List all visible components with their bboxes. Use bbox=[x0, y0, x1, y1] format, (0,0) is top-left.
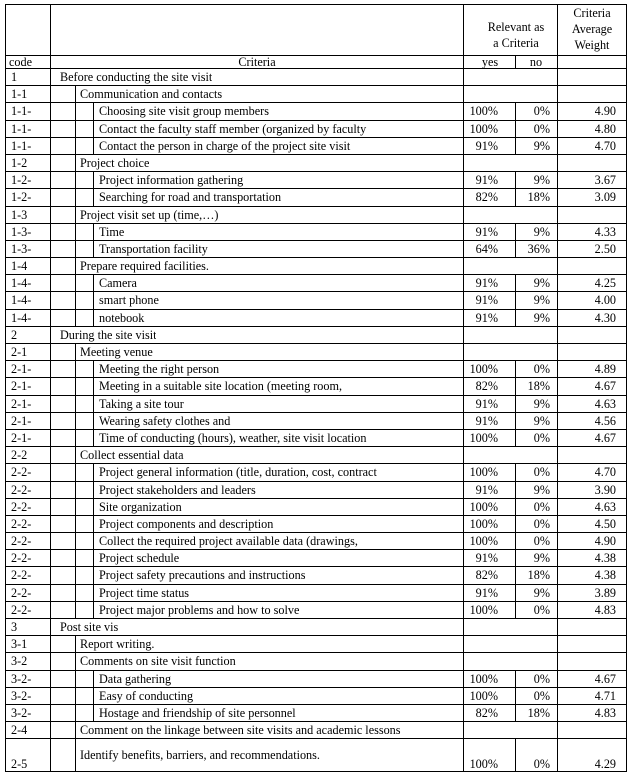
row-no-pct: 0% bbox=[533, 689, 550, 703]
row-code: 3-2- bbox=[11, 672, 32, 686]
row-code: 1-1- bbox=[11, 105, 32, 119]
row-criteria: Project visit set up (time,…) bbox=[80, 208, 219, 222]
table-row bbox=[5, 274, 627, 291]
row-criteria: Collect the required project available data (drawings, bbox=[99, 535, 358, 549]
row-avg-weight: 3.89 bbox=[594, 586, 616, 600]
table-row bbox=[5, 171, 627, 188]
row-yes-pct: 100% bbox=[469, 500, 498, 514]
row-code: 1-2 bbox=[11, 156, 28, 170]
row-no-pct: 9% bbox=[533, 277, 550, 291]
table-row bbox=[5, 377, 627, 394]
row-yes-pct: 100% bbox=[469, 105, 498, 119]
table-row bbox=[5, 429, 627, 446]
row-yes-pct: 100% bbox=[469, 517, 498, 531]
row-yes-pct: 100% bbox=[469, 122, 498, 136]
table-row bbox=[5, 601, 627, 618]
row-criteria: smart phone bbox=[99, 294, 159, 308]
row-code: 2-2- bbox=[11, 466, 32, 480]
row-avg-weight: 4.00 bbox=[594, 294, 616, 308]
row-yes-pct: 91% bbox=[475, 311, 498, 325]
table-row bbox=[5, 154, 627, 171]
table-row bbox=[5, 102, 627, 119]
row-no-pct: 9% bbox=[533, 552, 550, 566]
row-yes-pct: 91% bbox=[475, 586, 498, 600]
row-avg-weight: 4.83 bbox=[594, 603, 616, 617]
table-row bbox=[5, 721, 627, 738]
row-avg-weight: 4.33 bbox=[594, 225, 616, 239]
row-yes-pct: 100% bbox=[469, 689, 498, 703]
row-criteria: Time bbox=[99, 225, 125, 239]
row-avg-weight: 3.67 bbox=[594, 174, 616, 188]
row-yes-pct: 100% bbox=[469, 363, 498, 377]
row-yes-pct: 91% bbox=[475, 397, 498, 411]
table-header bbox=[5, 4, 627, 68]
table-row bbox=[5, 618, 627, 635]
row-code: 3 bbox=[11, 621, 18, 634]
row-yes-pct: 91% bbox=[475, 174, 498, 188]
row-code: 3-1 bbox=[11, 638, 28, 652]
table-row bbox=[5, 704, 627, 721]
row-avg-weight: 4.71 bbox=[594, 689, 616, 703]
row-code: 2 bbox=[11, 328, 18, 342]
row-no-pct: 9% bbox=[533, 174, 550, 188]
row-code: 1-3 bbox=[11, 208, 28, 222]
row-code: 1-4- bbox=[11, 294, 32, 308]
row-no-pct: 0% bbox=[533, 431, 550, 445]
table-row bbox=[5, 481, 627, 498]
row-no-pct: 0% bbox=[533, 517, 550, 531]
row-no-pct: 0% bbox=[533, 758, 550, 772]
table-row bbox=[5, 68, 627, 85]
row-code: 1-1 bbox=[11, 88, 28, 102]
row-no-pct: 18% bbox=[527, 380, 550, 394]
row-criteria: Project major problems and how to solve bbox=[99, 603, 300, 617]
row-code: 1-4 bbox=[11, 260, 28, 274]
row-yes-pct: 64% bbox=[475, 242, 498, 256]
row-avg-weight: 4.80 bbox=[594, 122, 616, 136]
row-criteria: Project information gathering bbox=[99, 174, 244, 188]
row-code: 2-2- bbox=[11, 483, 32, 497]
row-criteria: Comments on site visit function bbox=[80, 655, 236, 669]
row-avg-weight: 2.50 bbox=[594, 242, 616, 256]
header-relevant-line2: a Criteria bbox=[493, 36, 539, 50]
row-yes-pct: 91% bbox=[475, 414, 498, 428]
row-avg-weight: 4.38 bbox=[594, 552, 616, 566]
table-row bbox=[5, 343, 627, 360]
row-criteria: Project stakeholders and leaders bbox=[99, 483, 256, 497]
row-yes-pct: 100% bbox=[469, 758, 498, 772]
row-criteria: Project time status bbox=[99, 586, 190, 600]
row-code: 2-1- bbox=[11, 380, 32, 394]
row-code: 2-2- bbox=[11, 500, 32, 514]
row-code: 1-1- bbox=[11, 139, 32, 153]
row-yes-pct: 82% bbox=[475, 569, 498, 583]
row-code: 2-2- bbox=[11, 517, 32, 531]
table-row bbox=[5, 309, 627, 326]
row-no-pct: 0% bbox=[533, 363, 550, 377]
row-avg-weight: 4.67 bbox=[594, 380, 616, 394]
row-code: 2-1 bbox=[11, 346, 28, 359]
row-no-pct: 0% bbox=[533, 105, 550, 119]
table-row bbox=[5, 635, 627, 652]
row-no-pct: 36% bbox=[527, 242, 550, 256]
table-row bbox=[5, 652, 627, 669]
row-no-pct: 9% bbox=[533, 139, 550, 153]
row-criteria: Wearing safety clothes and bbox=[99, 414, 231, 428]
table-row bbox=[5, 85, 627, 102]
row-criteria: Project schedule bbox=[99, 552, 180, 566]
row-criteria: Easy of conducting bbox=[99, 689, 194, 703]
table-row bbox=[5, 137, 627, 154]
row-code: 1-4- bbox=[11, 311, 32, 325]
table-row bbox=[5, 412, 627, 429]
row-criteria: Searching for road and transportation bbox=[99, 191, 282, 205]
row-criteria: Post site vis bbox=[60, 621, 119, 634]
row-criteria: Choosing site visit group members bbox=[99, 105, 269, 119]
table-row bbox=[5, 446, 627, 463]
row-avg-weight: 3.09 bbox=[594, 191, 616, 205]
table-row bbox=[5, 240, 627, 257]
row-yes-pct: 91% bbox=[475, 552, 498, 566]
row-avg-weight: 4.67 bbox=[594, 431, 616, 445]
row-avg-weight: 4.90 bbox=[594, 535, 616, 549]
row-no-pct: 9% bbox=[533, 414, 550, 428]
row-avg-weight: 4.67 bbox=[594, 672, 616, 686]
row-no-pct: 0% bbox=[533, 466, 550, 480]
row-criteria: Project safety precautions and instructions bbox=[99, 569, 306, 583]
row-criteria: Contact the faculty staff member (organized by faculty bbox=[99, 122, 367, 136]
row-criteria: Prepare required facilities. bbox=[80, 260, 209, 274]
row-no-pct: 0% bbox=[533, 672, 550, 686]
table-row bbox=[5, 360, 627, 377]
row-code: 2-1- bbox=[11, 414, 32, 428]
row-criteria: Report writing. bbox=[80, 638, 155, 652]
row-avg-weight: 4.83 bbox=[594, 706, 616, 720]
table-row bbox=[5, 188, 627, 205]
table-row bbox=[5, 549, 627, 566]
table-row bbox=[5, 515, 627, 532]
row-yes-pct: 91% bbox=[475, 277, 498, 291]
row-code: 2-1- bbox=[11, 363, 32, 377]
row-avg-weight: 4.56 bbox=[594, 414, 616, 428]
row-code: 2-5 bbox=[11, 758, 28, 772]
row-avg-weight: 4.90 bbox=[594, 105, 616, 119]
table-row bbox=[5, 223, 627, 240]
row-yes-pct: 91% bbox=[475, 139, 498, 153]
row-code: 1-3- bbox=[11, 242, 32, 256]
row-avg-weight: 3.90 bbox=[594, 483, 616, 497]
header-avg-line3: Weight bbox=[574, 38, 610, 52]
row-criteria: Contact the person in charge of the project site visit bbox=[99, 139, 351, 153]
row-criteria: Meeting in a suitable site location (meeting room, bbox=[99, 380, 343, 394]
row-criteria: Collect essential data bbox=[80, 449, 184, 463]
row-criteria: Before conducting the site visit bbox=[60, 71, 213, 84]
row-criteria: Hostage and friendship of site personnel bbox=[99, 706, 296, 720]
row-code: 1-1- bbox=[11, 122, 32, 136]
row-no-pct: 18% bbox=[527, 569, 550, 583]
row-yes-pct: 91% bbox=[475, 225, 498, 239]
row-avg-weight: 4.29 bbox=[594, 758, 616, 772]
table-row bbox=[5, 566, 627, 583]
header-relevant-line1: Relevant as bbox=[487, 20, 545, 34]
row-yes-pct: 91% bbox=[475, 294, 498, 308]
row-no-pct: 0% bbox=[533, 535, 550, 549]
row-avg-weight: 4.38 bbox=[594, 569, 616, 583]
row-criteria: Identify benefits, barriers, and recommendations. bbox=[80, 749, 320, 763]
row-no-pct: 0% bbox=[533, 500, 550, 514]
row-code: 2-2- bbox=[11, 569, 32, 583]
table-row bbox=[5, 326, 627, 343]
header-code: code bbox=[9, 55, 33, 69]
row-code: 2-2- bbox=[11, 586, 32, 600]
row-criteria: Comment on the linkage between site visits and academic lessons bbox=[80, 724, 401, 738]
row-code: 3-2 bbox=[11, 655, 28, 669]
row-no-pct: 9% bbox=[533, 483, 550, 497]
row-criteria: Project general information (title, duration, cost, contract bbox=[99, 466, 377, 480]
row-criteria: Site organization bbox=[99, 500, 182, 514]
row-code: 2-1- bbox=[11, 397, 32, 411]
row-criteria: Taking a site tour bbox=[99, 397, 184, 411]
table-row bbox=[5, 463, 627, 480]
row-no-pct: 9% bbox=[533, 397, 550, 411]
criteria-table bbox=[5, 4, 627, 772]
row-yes-pct: 82% bbox=[475, 380, 498, 394]
row-code: 3-2- bbox=[11, 689, 32, 703]
header-yes: yes bbox=[481, 55, 499, 69]
row-code: 2-2- bbox=[11, 552, 32, 566]
table-row bbox=[5, 120, 627, 137]
row-yes-pct: 91% bbox=[475, 483, 498, 497]
row-avg-weight: 4.63 bbox=[594, 500, 616, 514]
row-avg-weight: 4.25 bbox=[594, 277, 616, 291]
row-yes-pct: 100% bbox=[469, 672, 498, 686]
row-yes-pct: 100% bbox=[469, 431, 498, 445]
table-row bbox=[5, 206, 627, 223]
row-criteria: notebook bbox=[99, 311, 145, 325]
row-criteria: Meeting venue bbox=[80, 346, 153, 359]
row-no-pct: 18% bbox=[527, 706, 550, 720]
header-avg-line1: Criteria bbox=[573, 6, 611, 20]
row-criteria: Data gathering bbox=[99, 672, 172, 686]
row-avg-weight: 4.89 bbox=[594, 363, 616, 377]
row-avg-weight: 4.30 bbox=[594, 311, 616, 325]
row-yes-pct: 100% bbox=[469, 603, 498, 617]
row-avg-weight: 4.50 bbox=[594, 517, 616, 531]
row-code: 2-2- bbox=[11, 535, 32, 549]
row-code: 2-2 bbox=[11, 449, 28, 463]
row-criteria: Project choice bbox=[80, 156, 150, 170]
row-yes-pct: 100% bbox=[469, 535, 498, 549]
table-row bbox=[5, 257, 627, 274]
row-avg-weight: 4.70 bbox=[594, 139, 616, 153]
row-code: 3-2- bbox=[11, 706, 32, 720]
row-code: 2-2- bbox=[11, 603, 32, 617]
row-criteria: Time of conducting (hours), weather, site visit location bbox=[99, 431, 367, 445]
row-code: 1-2- bbox=[11, 191, 32, 205]
row-no-pct: 18% bbox=[527, 191, 550, 205]
row-criteria: Camera bbox=[99, 277, 137, 291]
header-no: no bbox=[529, 55, 543, 69]
header-criteria: Criteria bbox=[238, 55, 276, 69]
row-avg-weight: 4.63 bbox=[594, 397, 616, 411]
table-row bbox=[5, 687, 627, 704]
row-no-pct: 9% bbox=[533, 311, 550, 325]
table-row bbox=[5, 498, 627, 515]
row-no-pct: 9% bbox=[533, 225, 550, 239]
row-code: 1 bbox=[11, 71, 18, 84]
row-yes-pct: 100% bbox=[469, 466, 498, 480]
row-code: 1-3- bbox=[11, 225, 32, 239]
table-row bbox=[5, 532, 627, 549]
row-code: 1-4- bbox=[11, 277, 32, 291]
table-row bbox=[5, 584, 627, 601]
table-row bbox=[5, 670, 627, 687]
row-code: 1-2- bbox=[11, 174, 32, 188]
row-no-pct: 0% bbox=[533, 122, 550, 136]
row-yes-pct: 82% bbox=[475, 706, 498, 720]
row-criteria: Project components and description bbox=[99, 517, 274, 531]
row-code: 2-4 bbox=[11, 724, 28, 738]
row-yes-pct: 82% bbox=[475, 191, 498, 205]
row-avg-weight: 4.70 bbox=[594, 466, 616, 480]
table-row bbox=[5, 738, 627, 772]
table-row bbox=[5, 395, 627, 412]
row-criteria: Meeting the right person bbox=[99, 363, 220, 377]
row-criteria: Transportation facility bbox=[99, 242, 208, 256]
row-no-pct: 9% bbox=[533, 294, 550, 308]
row-no-pct: 9% bbox=[533, 586, 550, 600]
row-no-pct: 0% bbox=[533, 603, 550, 617]
table-row bbox=[5, 291, 627, 308]
row-criteria: During the site visit bbox=[60, 328, 157, 342]
header-avg-line2: Average bbox=[571, 22, 613, 36]
row-criteria: Communication and contacts bbox=[80, 88, 223, 102]
row-code: 2-1- bbox=[11, 431, 32, 445]
table-body bbox=[5, 68, 627, 772]
